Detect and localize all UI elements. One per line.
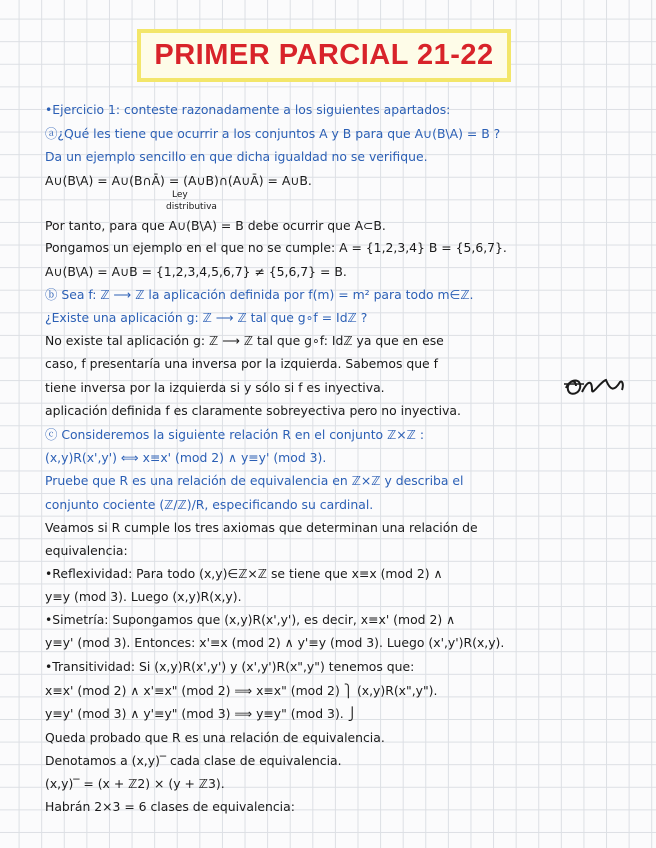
text-line: Denotamos a (x,y)‾ cada clase de equivalencia. (45, 753, 342, 768)
text-line: •Transitividad: Si (x,y)R(x',y') y (x',y')R(x",y") tenemos que: (45, 659, 415, 674)
text-line: y≡y' (mod 3) ∧ y'≡y" (mod 3) ⟹ y≡y" (mod 3). ⎭ (45, 706, 357, 721)
text-line: (x,y)R(x',y') ⟺ x≡x' (mod 2) ∧ y≡y' (mod 3). (45, 450, 327, 465)
text-line: aplicación definida f es claramente sobreyectiva pero no inyectiva. (45, 403, 461, 418)
text-line: A∪(B\A) = A∪B = {1,2,3,4,5,6,7} ≠ {5,6,7} = B. (45, 264, 347, 279)
text-line: Veamos si R cumple los tres axiomas que determinan una relación de (45, 520, 478, 535)
title-box (137, 29, 511, 82)
text-line: Da un ejemplo sencillo en que dicha igualdad no se verifique. (45, 149, 428, 164)
text-line: Pongamos un ejemplo en el que no se cumple: A = {1,2,3,4} B = {5,6,7}. (45, 240, 507, 255)
text-line: Queda probado que R es una relación de equivalencia. (45, 730, 385, 745)
text-line: conjunto cociente (ℤ/ℤ)/R, especificando su cardinal. (45, 497, 374, 512)
text-line: ⓐ¿Qué les tiene que ocurrir a los conjuntos A y B para que A∪(B\A) = B ? (45, 126, 501, 141)
text-line: y≡y (mod 3). Luego (x,y)R(x,y). (45, 589, 242, 604)
text-line: tiene inversa por la izquierda si y sólo si f es inyectiva. (45, 380, 385, 395)
annotation-distributiva: distributiva (166, 202, 217, 212)
text-line: No existe tal aplicación g: ℤ ⟶ ℤ tal que g∘f: Idℤ ya que en ese (45, 333, 444, 348)
text-line: •Simetría: Supongamos que (x,y)R(x',y'), es decir, x≡x' (mod 2) ∧ (45, 612, 456, 627)
text-line: Pruebe que R es una relación de equivalencia en ℤ×ℤ y describa el (45, 473, 464, 488)
text-line: (x,y)‾ = (x + ℤ2) × (y + ℤ3). (45, 776, 225, 791)
text-line: x≡x' (mod 2) ∧ x'≡x" (mod 2) ⟹ x≡x" (mod 2) ⎫ (x,y)R(x",y"). (45, 683, 438, 698)
text-line: •Reflexividad: Para todo (x,y)∈ℤ×ℤ se tiene que x≡x (mod 2) ∧ (45, 566, 443, 581)
text-line: A∪(B\A) = A∪(B∩Ā) = (A∪B)∩(A∪Ā) = A∪B. (45, 173, 312, 188)
text-line: ⓑ Sea f: ℤ ⟶ ℤ la aplicación definida por f(m) = m² para todo m∈ℤ. (45, 287, 474, 302)
text-line: ⓒ Consideremos la siguiente relación R en el conjunto ℤ×ℤ : (45, 427, 425, 442)
text-line: ¿Existe una aplicación g: ℤ ⟶ ℤ tal que g∘f = Idℤ ? (45, 310, 368, 325)
text-line: •Ejercicio 1: conteste razonadamente a los siguientes apartados: (45, 102, 451, 117)
text-line: Por tanto, para que A∪(B\A) = B debe ocurrir que A⊂B. (45, 218, 386, 233)
text-line: y≡y' (mod 3). Entonces: x'≡x (mod 2) ∧ y'≡y (mod 3). Luego (x',y')R(x,y). (45, 635, 505, 650)
crossed-out-scribble (562, 376, 628, 398)
text-line: Habrán 2×3 = 6 clases de equivalencia: (45, 799, 295, 814)
text-line: equivalencia: (45, 543, 128, 558)
page-title: PRIMER PARCIAL 21-22 (154, 39, 494, 71)
text-line: caso, f presentaría una inversa por la izquierda. Sabemos que f (45, 356, 438, 371)
annotation-ley: Ley (172, 190, 188, 200)
